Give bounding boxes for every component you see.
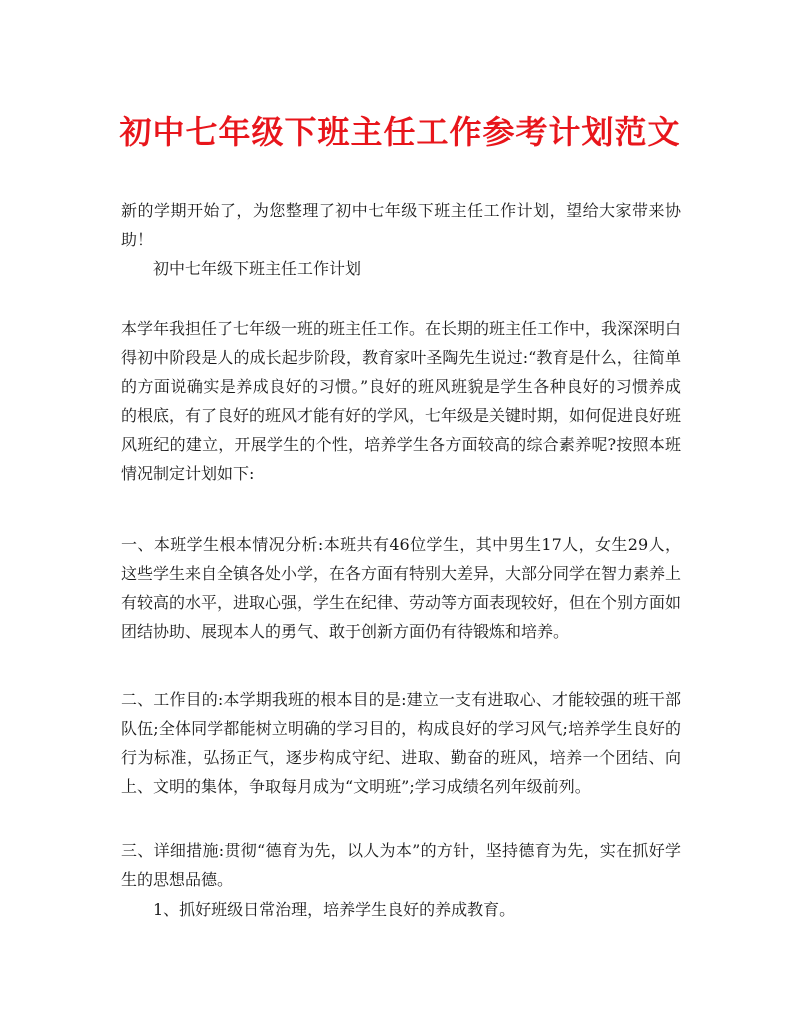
- section-3-paragraph: 三、详细措施:贯彻“德育为先，以人为本”的方针，坚持德育为先，实在抓好学生的思想品德。: [121, 841, 681, 889]
- list-item: 1、抓好班级日常治理，培养学生良好的养成教育。: [153, 900, 516, 919]
- section-1-paragraph: 一、本班学生根本情况分析:本班共有46位学生，其中男生17人，女生29人，这些学生来自全镇各处小学，在各方面有特别大差异，大部分同学在智力素养上有较高的水平，进取心强，学生在纪律、劳动等方面表现较好，但在个别方面如团结协助、展现本人的勇气、敢于创新方面仍有待锻炼和培养。: [121, 535, 682, 641]
- intro-paragraph: 新的学期开始了，为您整理了初中七年级下班主任工作计划，望给大家带来协助！: [121, 201, 681, 249]
- document-title: 初中七年级下班主任工作参考计划范文: [119, 113, 681, 151]
- body-paragraph: 本学年我担任了七年级一班的班主任工作。在长期的班主任工作中，我深深明白得初中阶段是人的成长起步阶段，教育家叶圣陶先生说过:“教育是什么，往简单的方面说确实是养成良好的习惯。”良好的班风班貌是学生各种良好的习惯养成的根底，有了良好的班风才能有好的学风，七年级是关键时期，如何促进良好班风班纪的建立，开展学生的个性，培养学生各方面较高的综合素养呢?按照本班情况制定计划如下:: [121, 319, 682, 483]
- section-2-paragraph: 二、工作目的:本学期我班的根本目的是:建立一支有进取心、才能较强的班干部队伍;全体同学都能树立明确的学习目的，构成良好的学习风气;培养学生良好的行为标准，弘扬正气，逐步构成守纪、进取、勤奋的班风，培养一个团结、向上、文明的集体，争取每月成为“文明班”;学习成绩名列年级前列。: [121, 690, 681, 796]
- plan-subtitle: 初中七年级下班主任工作计划: [153, 259, 362, 278]
